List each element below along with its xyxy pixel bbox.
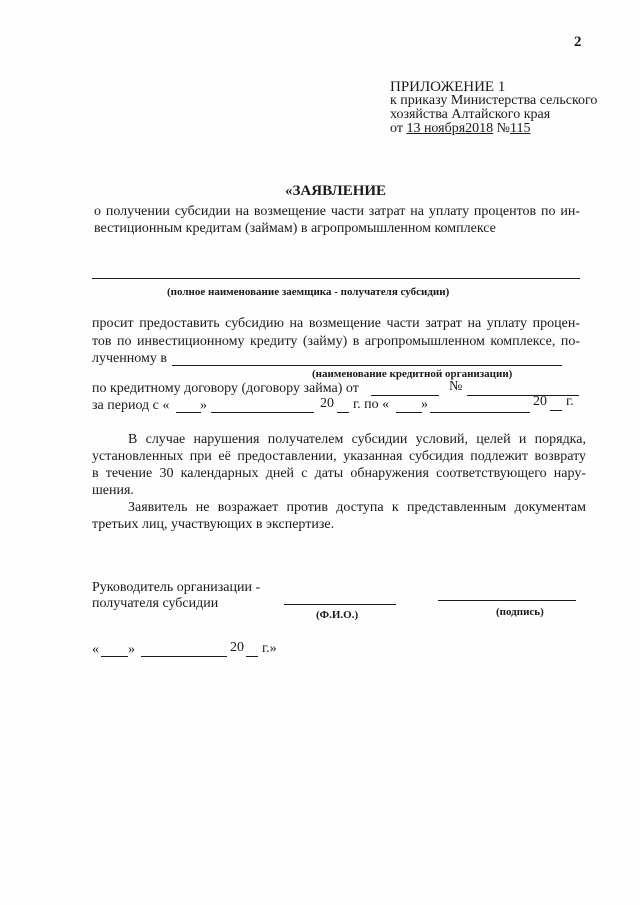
period-to: г. по « <box>353 397 390 412</box>
appendix-line-1: к приказу Министерства сельского <box>390 93 598 108</box>
consent-line-1: Заявитель не возражает против доступа к представленным документам <box>128 500 586 515</box>
violation-line-3: в течение 30 календарных дней с даты обнаружения соответствующего нару- <box>92 466 586 481</box>
appendix-line-2: хозяйства Алтайского края <box>390 107 551 122</box>
violation-line-2: установленных при её предоставлении, указанная субсидия подлежит возврату <box>92 449 586 464</box>
document-title: «ЗАЯВЛЕНИЕ <box>285 183 387 199</box>
period-year-end: г. <box>566 394 574 409</box>
period-month-line-1 <box>211 412 314 413</box>
contract-date-line <box>371 395 439 396</box>
borrower-caption: (полное наименование заемщика - получателя субсидии) <box>167 286 450 298</box>
request-line-3: лученному в <box>92 351 167 366</box>
number-value: 115 <box>510 121 531 136</box>
period-year-line-2 <box>550 410 562 411</box>
subtitle-line-1: о получении субсидии на возмещение части затрат на уплату процентов по ин- <box>94 204 580 219</box>
signature-label-1: Руководитель организации - <box>92 580 261 595</box>
date-prefix: от <box>390 121 403 136</box>
contract-number-line <box>467 395 579 396</box>
request-line-1: просит предоставить субсидию на возмещение части затрат на уплату процен- <box>92 316 580 331</box>
period-day-line-2 <box>396 412 422 413</box>
period-month-line-2 <box>430 412 530 413</box>
period-year-line-1 <box>337 412 349 413</box>
borrower-name-line <box>92 278 580 279</box>
contract-label: по кредитному договору (договору займа) от <box>92 381 359 396</box>
bank-name-line <box>172 365 562 366</box>
number-prefix: № <box>496 121 511 136</box>
date-month-line <box>141 656 227 657</box>
period-close-1: » <box>200 398 207 413</box>
date-day-line <box>101 656 128 657</box>
bank-caption: (наименование кредитной организации) <box>312 368 513 380</box>
fio-line <box>284 604 396 605</box>
fio-caption: (Ф.И.О.) <box>316 609 359 621</box>
subtitle-line-2: вестиционным кредитам (займам) в агропромышленном комплексе <box>94 221 496 236</box>
contract-number-sign: № <box>449 379 463 394</box>
violation-line-1: В случае нарушения получателем субсидии условий, целей и порядка, <box>128 432 586 447</box>
violation-line-4: шения. <box>92 483 134 498</box>
appendix-title: ПРИЛОЖЕНИЕ 1 <box>390 79 506 95</box>
date-end: г.» <box>262 641 277 656</box>
date-year-line <box>246 656 258 657</box>
request-line-2: тов по инвестиционному кредиту (займу) в агропромышленном комплексе, по- <box>92 334 580 349</box>
period-year-1: 20 <box>320 396 334 411</box>
consent-line-2: третьих лиц, участвующих в экспертизе. <box>92 517 335 532</box>
date-year: 20 <box>230 640 244 655</box>
signature-line <box>438 600 576 601</box>
signature-caption: (подпись) <box>496 606 544 618</box>
date-open-quote: « <box>92 642 99 657</box>
year-value: 2018 <box>465 121 494 136</box>
period-day-line-1 <box>176 412 201 413</box>
signature-label-2: получателя субсидии <box>92 596 219 611</box>
page-number: 2 <box>574 34 582 50</box>
date-value: 13 ноября <box>406 121 466 136</box>
period-close-2: » <box>421 397 428 412</box>
appendix-date-line <box>390 121 531 137</box>
date-close-quote: » <box>128 642 135 657</box>
period-year-2: 20 <box>533 394 547 409</box>
period-prefix: за период с « <box>92 398 170 413</box>
